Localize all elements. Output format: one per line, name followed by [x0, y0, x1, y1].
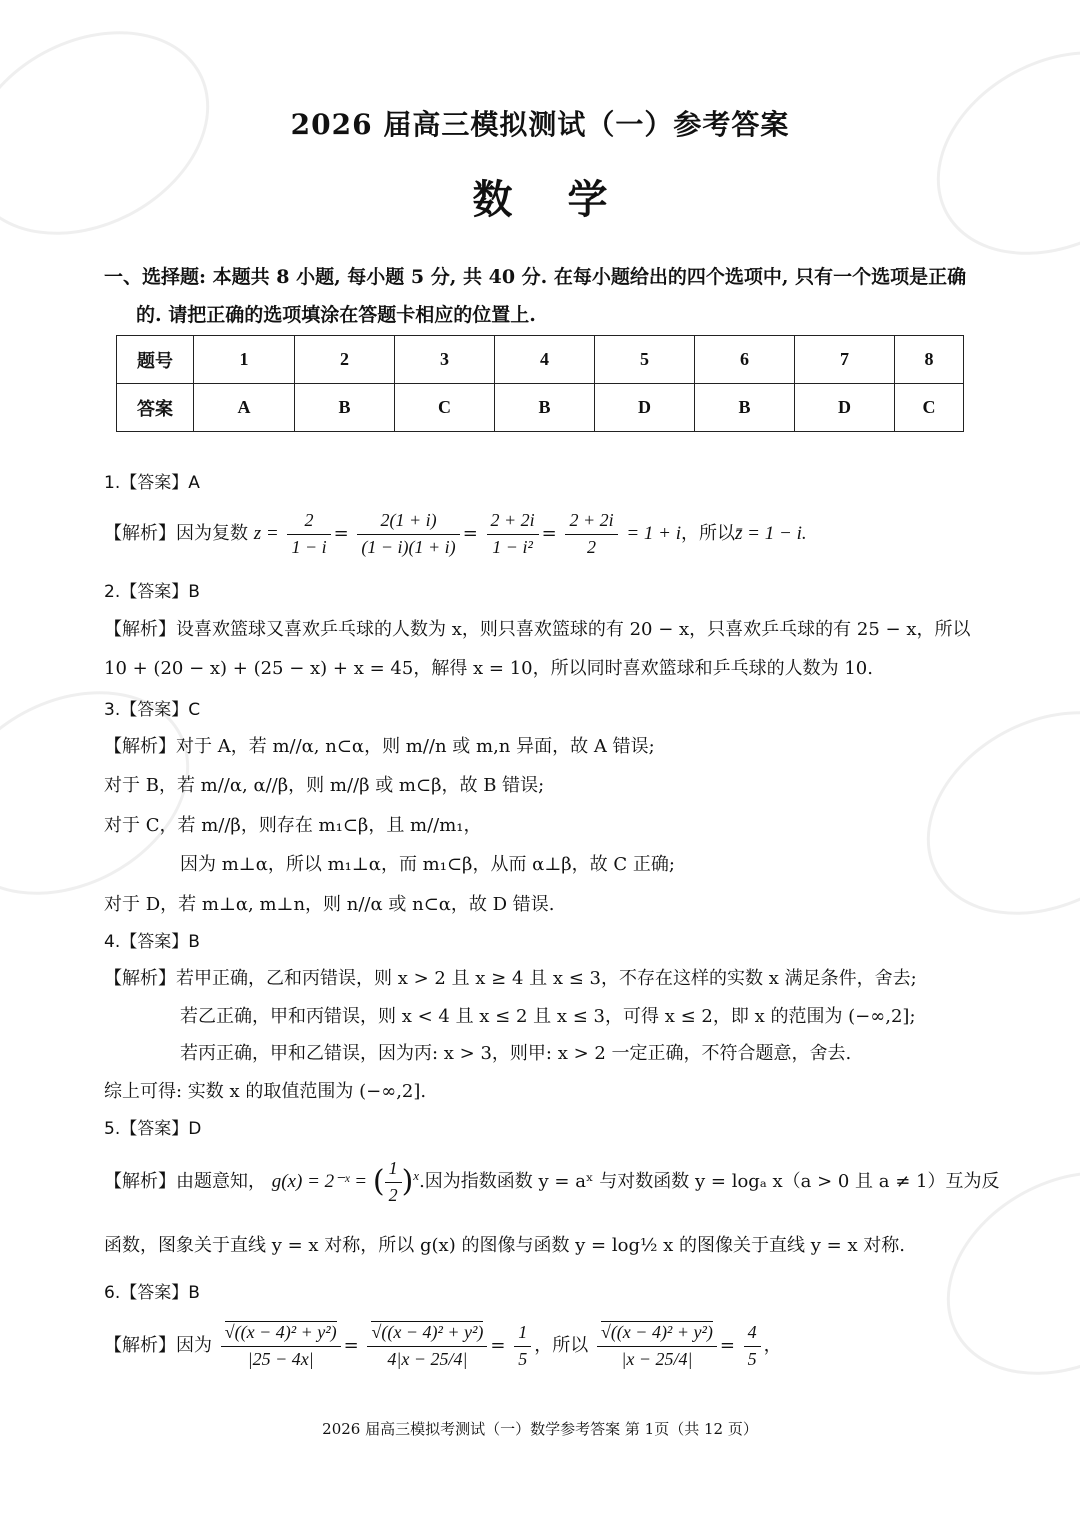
q6-fraction-d: $\frac{\text{√((x − 4)² + y²)}}{|x - 25/4|}$ [597, 1322, 717, 1370]
q1-conjugate: z̄ = 1 − i. [735, 523, 807, 545]
q1-fraction-3: $\frac{2 + 2i}{\text{1 − i²}}$ [487, 510, 539, 558]
q6-text-b: ，所以 [534, 1335, 589, 1357]
q5-exponent: x [413, 1168, 420, 1184]
q6-fraction-b: $\frac{\text{√((x − 4)² + y²)}}{4|x - 25/4|}$ [367, 1322, 487, 1370]
q4-solution-line: 【解析】若甲正确，乙和丙错误，则 x > 2 且 x ≥ 4 且 x ≤ 3，不存在这样的实数 x 满足条件，舍去; [104, 968, 917, 989]
watermark-seal [891, 671, 1080, 955]
q5-expr: g(x) = 2⁻ˣ = [271, 1171, 368, 1193]
table-cell-number: 8 [895, 336, 964, 384]
section-instructions-line1: 一、选择题: 本题共 8 小题, 每小题 5 分, 共 40 分. 在每小题给出的四个选项中, 只有一个选项是正确 [104, 266, 967, 288]
q6-fraction-e: $\frac{4}{5}$ [744, 1322, 761, 1370]
q4-solution-line: 若乙正确，甲和丙错误，则 x < 4 且 x ≤ 2 且 x ≤ 3，可得 x ≤ 2，即 x 的范围为 (−∞,2]; [180, 1006, 916, 1027]
section-instructions-line2: 的. 请把正确的选项填涂在答题卡相应的位置上. [136, 304, 536, 326]
table-cell-number: 5 [595, 336, 695, 384]
q5-fraction: $\frac{1}{2}$ [385, 1158, 402, 1206]
table-cell-answer: B [495, 384, 595, 432]
table-cell-number: 4 [495, 336, 595, 384]
q1-eq-start: z = [253, 523, 279, 545]
q1-solution: 【解析】因为复数 z = $\frac{2}{1 - i}$ = $\frac{2(1 + i)}{(1 - i)(1 + i)}$ = $\frac{2 + 2i}{\text{1 − i²}}$ = $\frac{2 + 2i}{2}$ = 1 + i，所以z̄ = 1 − i. [104, 510, 807, 557]
q6-tail: ， [763, 1335, 782, 1357]
table-cell-number: 2 [295, 336, 395, 384]
table-cell-answer: B [695, 384, 795, 432]
table-cell-answer: C [895, 384, 964, 432]
q1-answer-heading: 1.【答案】A [104, 473, 200, 493]
q1-fraction-4: $\frac{2 + 2i}{2}$ [565, 510, 617, 558]
q6-fraction-c: $\frac{1}{5}$ [514, 1322, 531, 1370]
q5-text-a: 由题意知， [176, 1171, 266, 1193]
q3-solution-line: 对于 C，若 m//β，则存在 m₁⊂β，且 m//m₁， [104, 815, 482, 836]
q3-solution-line: 对于 D，若 m⊥α, m⊥n，则 n//α 或 n⊂α，故 D 错误. [104, 894, 555, 915]
q3-solution-line: 【解析】对于 A，若 m//α, n⊂α，则 m//n 或 m,n 异面，故 A 错误; [104, 736, 655, 757]
watermark-seal [901, 11, 1080, 295]
q2-answer-heading: 2.【答案】B [104, 582, 200, 602]
q6-fraction-a: $\frac{\text{√((x − 4)² + y²)}}{|25 - 4x|}$ [221, 1322, 341, 1370]
solution-tag: 【解析】 [104, 1171, 176, 1193]
table-row-numbers [117, 336, 964, 384]
q6-answer-heading: 6.【答案】B [104, 1283, 200, 1303]
subject-title: 数学 [472, 176, 663, 223]
solution-tag: 【解析】 [104, 1335, 176, 1357]
q6-solution: 【解析】因为 $\frac{\text{√((x − 4)² + y²)}}{|25 - 4x|}$ = $\frac{\text{√((x − 4)² + y²)}}{4|x - 25/4|}$ = $\frac{1}{5}$ ，所以 $\frac{\text{√((x − 4)² + y²)}}{|x - 25/4|}$ = $\frac{4}{5}$ ， [104, 1322, 782, 1369]
q3-solution-line: 对于 B，若 m//α, α//β，则 m//β 或 m⊂β，故 B 错误; [104, 775, 545, 796]
table-cell-answer: D [595, 384, 695, 432]
table-cell-number: 7 [795, 336, 895, 384]
q5-solution-line1: 【解析】由题意知， g(x) = 2⁻ˣ = ( $\frac{1}{2}$ )$^x$.因为指数函数 y = aˣ 与对数函数 y = logₐ x（a > 0 且 a ≠ 1）互为反 [104, 1158, 1000, 1205]
q4-answer-heading: 4.【答案】B [104, 932, 200, 952]
q5-answer-heading: 5.【答案】D [104, 1119, 202, 1139]
table-row-answers [117, 384, 964, 432]
q4-solution-line: 若丙正确，甲和乙错误，因为丙: x > 3，则甲: x > 2 一定正确，不符合题意，舍去. [180, 1043, 852, 1064]
q1-fraction-1: $\frac{2}{1 - i}$ [287, 510, 330, 558]
q2-solution-line1: 【解析】设喜欢篮球又喜欢乒乓球的人数为 x，则只喜欢篮球的有 20 − x，只喜欢乒乓球的有 25 − x，所以 [104, 619, 971, 640]
table-cell-number: 3 [395, 336, 495, 384]
q1-fraction-2: $\frac{2(1 + i)}{(1 - i)(1 + i)}$ [357, 510, 459, 558]
table-cell-number: 6 [695, 336, 795, 384]
q5-solution-line2: 函数，图象关于直线 y = x 对称，所以 g(x) 的图像与函数 y = log½ x 的图像关于直线 y = x 对称. [104, 1235, 906, 1256]
q3-answer-heading: 3.【答案】C [104, 700, 201, 720]
table-cell-label: 题号 [117, 336, 194, 384]
q3-solution-line: 因为 m⊥α，所以 m₁⊥α，而 m₁⊂β，从而 α⊥β，故 C 正确; [180, 854, 675, 875]
page-footer: 2026 届高三模拟考测试（一）数学参考答案 第 1页（共 12 页） [322, 1420, 758, 1438]
table-cell-label: 答案 [117, 384, 194, 432]
table-cell-answer: C [395, 384, 495, 432]
answer-table [116, 335, 964, 432]
q1-eq-end: = 1 + i [626, 523, 682, 545]
table-cell-number: 1 [194, 336, 295, 384]
q5-text-b: .因为指数函数 y = aˣ 与对数函数 y = logₐ x（a > 0 且 a ≠ 1）互为反 [419, 1171, 1000, 1193]
q4-solution-line: 综上可得: 实数 x 的取值范围为 (−∞,2]. [104, 1081, 427, 1102]
q1-text-b: ，所以 [681, 523, 736, 545]
page-title: 2026 届高三模拟测试（一）参考答案 [290, 108, 790, 141]
q6-text-a: 因为 [176, 1335, 212, 1357]
table-cell-answer: A [194, 384, 295, 432]
q2-solution-line2: 10 + (20 − x) + (25 − x) + x = 45，解得 x = 10，所以同时喜欢篮球和乒乓球的人数为 10. [104, 658, 873, 679]
table-cell-answer: D [795, 384, 895, 432]
solution-tag: 【解析】 [104, 523, 176, 545]
q1-text-a: 因为复数 [176, 523, 248, 545]
table-cell-answer: B [295, 384, 395, 432]
